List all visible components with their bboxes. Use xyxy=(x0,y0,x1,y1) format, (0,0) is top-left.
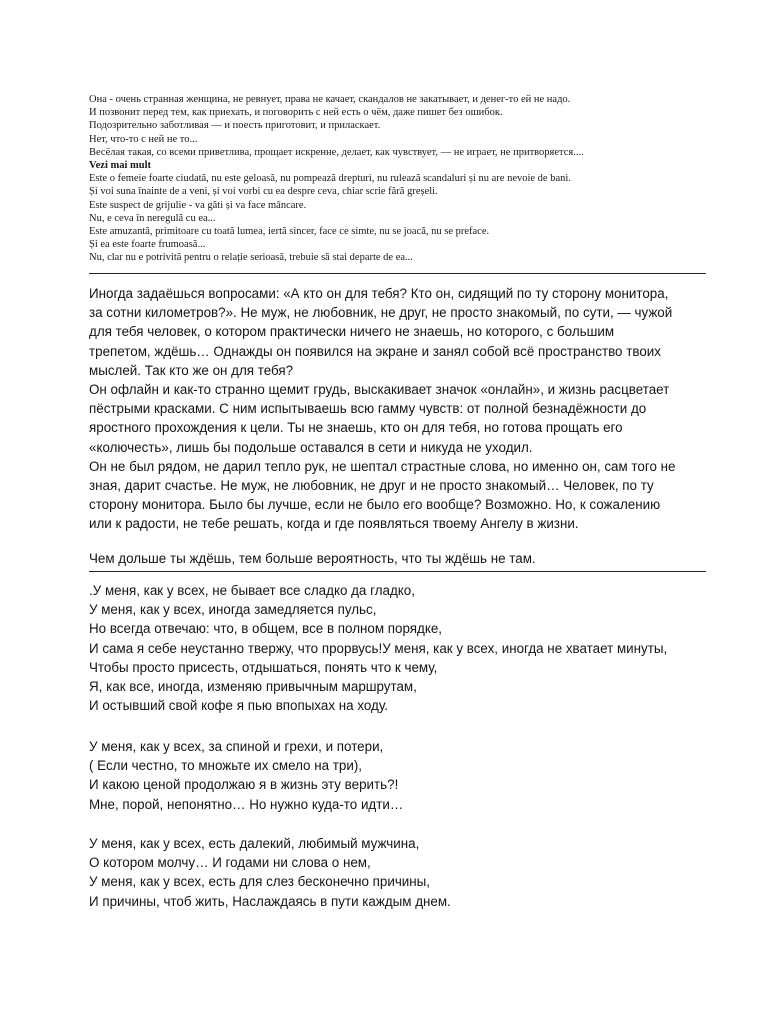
prose-line: Иногда задаёшься вопросами: «А кто он для тебя? Кто он, сидящий по ту сторону монитора, xyxy=(89,286,669,301)
vezi-mai-mult-link[interactable]: Vezi mai mult xyxy=(89,160,152,172)
poem-line: Но всегда отвечаю: что, в общем, все в полном порядке, xyxy=(89,621,443,637)
quote-line: Чем дольше ты ждёшь, тем больше вероятность, что ты ждёшь не там. xyxy=(89,551,536,566)
prose-line: Он не был рядом, не дарил тепло рук, не шептал страстные слова, но именно он, сам того не xyxy=(89,458,676,474)
prose-line: трепетом, ждёшь… Однажды он появился на экране и занял собой всё пространство твоих xyxy=(89,343,661,359)
intro-ro-line: Și voi suna înainte de a veni, și voi vorbi cu ea despre ceva, chiar scrie fără greșeli. xyxy=(89,186,438,198)
intro-ro-line: Este suspect de grijulie - va găti și va face mâncare. xyxy=(89,199,307,211)
poem-line: О котором молчу… И годами ни слова о нем, xyxy=(89,855,371,871)
intro-ru-line: Нет, что-то с ней не то... xyxy=(89,133,198,145)
intro-ru-line: Она - очень странная женщина, не ревнует, права не качает, скандалов не закатывает, и денег-то ей не надо. xyxy=(89,94,571,105)
prose-line: за сотни километров?». Не муж, не любовник, не друг, не просто знакомый, по сути, — чужой xyxy=(89,305,673,321)
poem-line: У меня, как у всех, иногда замедляется пульс, xyxy=(89,602,377,618)
poem-line: Чтобы просто присесть, отдышаться, понять что к чему, xyxy=(89,659,438,675)
intro-ro-line: Și ea este foarte frumoasă... xyxy=(89,239,206,251)
intro-ro-line: Nu, e ceva în neregulă cu ea... xyxy=(89,212,216,224)
poem-line: И сама я себе неустанно твержу, что прорвусь!У меня, как у всех, иногда не хватает минуты, xyxy=(89,640,668,656)
prose-line: сторону монитора. Было бы лучше, если не было его вообще? Возможно. Но, к сожалению xyxy=(89,497,661,513)
poem-line: Я, как все, иногда, изменяю привычным маршрутам, xyxy=(89,679,417,695)
prose-block xyxy=(89,284,689,534)
poem-line: И остывший свой кофе я пью впопыхах на ходу. xyxy=(89,698,388,714)
poem-stanza-1 xyxy=(89,581,689,715)
intro-ru-line: Весёлая такая, со всеми приветлива, прощает искренне, делает, как чувствует, — не играет, не притворяется.... xyxy=(89,146,584,158)
quote-block xyxy=(89,549,689,568)
prose-line: яростного прохождения к цели. Ты не знаешь, кто он для тебя, но готова прощать его xyxy=(89,420,623,436)
poem-line: И причины, чтоб жить, Наслаждаясь в пути каждым днем. xyxy=(89,893,451,909)
intro-ro-line: Este o femeie foarte ciudată, nu este geloasă, nu pompează drepturi, nu rulează scandaluri și nu are nevoie de bani. xyxy=(89,173,571,185)
prose-line: пёстрыми красками. С ним испытываешь всю гамму чувств: от полной безнадёжности до xyxy=(89,401,647,417)
divider xyxy=(89,273,706,274)
intro-ro-line: Este amuzantă, primitoare cu toată lumea, iertă sincer, face ce simte, nu se joacă, nu se preface. xyxy=(89,226,490,238)
intro-block xyxy=(89,93,689,265)
prose-line: зная, дарит счастье. Не муж, не любовник, не друг и не просто знакомый… Человек, по ту xyxy=(89,478,654,494)
intro-ro-line: Nu, clar nu e potrivită pentru o relație serioasă, trebuie să stai departe de ea... xyxy=(89,252,413,264)
poem-stanza-2 xyxy=(89,737,689,814)
divider xyxy=(89,571,706,572)
poem-line: У меня, как у всех, есть для слез бесконечно причины, xyxy=(89,874,431,890)
poem-line: У меня, как у всех, за спиной и грехи, и потери, xyxy=(89,739,384,754)
intro-ru-line: И позвонит перед тем, как приехать, и поговорить с ней есть о чём, даже пишет без ошибок. xyxy=(89,107,503,119)
poem-stanza-3 xyxy=(89,834,689,911)
prose-line: Он офлайн и как-то странно щемит грудь, выскакивает значок «онлайн», и жизнь расцветает xyxy=(89,382,670,398)
poem-line: И какою ценой продолжаю я в жизнь эту верить?! xyxy=(89,777,399,793)
prose-line: мыслей. Так кто же он для тебя? xyxy=(89,362,294,378)
prose-line: для тебя человек, о котором практически ничего не знаешь, но которого, с большим xyxy=(89,324,615,340)
poem-line: У меня, как у всех, есть далекий, любимый мужчина, xyxy=(89,836,420,851)
intro-ru-line: Подозрительно заботливая — и поесть приготовит, и приласкает. xyxy=(89,120,381,132)
poem-line: .У меня, как у всех, не бывает все сладко да гладко, xyxy=(89,583,415,598)
prose-line: «колючесть», лишь бы подольше оставался в сети и никуда не уходил. xyxy=(89,439,533,455)
prose-line: или к радости, не тебе решать, когда и где появляться твоему Ангелу в жизни. xyxy=(89,516,579,532)
poem-line: Мне, порой, непонятно… Но нужно куда-то идти… xyxy=(89,796,404,812)
poem-line: ( Если честно, то множьте их смело на три), xyxy=(89,758,363,774)
